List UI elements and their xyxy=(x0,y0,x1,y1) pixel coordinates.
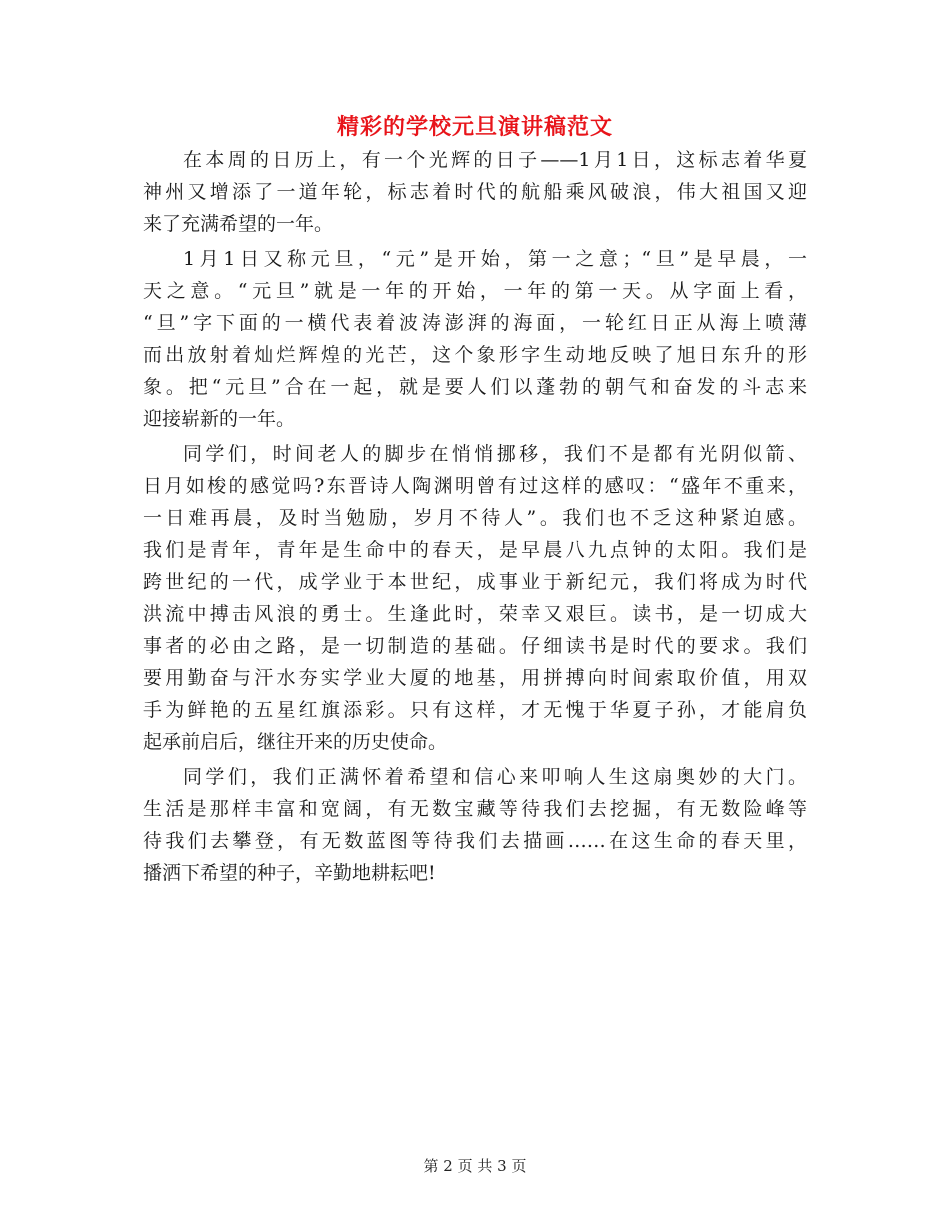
paragraph-4 xyxy=(143,761,807,889)
text-line: 1月1日又称元旦，“元”是开始，第一之意；“旦”是早晨，一 xyxy=(183,248,807,270)
text-line: 事者的必由之路，是一切制造的基础。仔细读书是时代的要求。我们 xyxy=(143,635,807,657)
text-line: 洪流中搏击风浪的勇士。生逢此时，荣幸又艰巨。读书，是一切成大 xyxy=(143,603,807,625)
text-line: 象。把“元旦”合在一起，就是要人们以蓬勃的朝气和奋发的斗志来 xyxy=(143,376,807,398)
paragraph-3 xyxy=(143,438,807,758)
article-body xyxy=(143,144,807,892)
text-line: 来了充满希望的一年。 xyxy=(143,213,334,235)
page-title: 精彩的学校元旦演讲稿范文 xyxy=(336,114,613,140)
text-line: 跨世纪的一代，成学业于本世纪，成事业于新纪元，我们将成为时代 xyxy=(143,571,807,593)
text-line: 神州又增添了一道年轮，标志着时代的航船乘风破浪，伟大祖国又迎 xyxy=(143,181,807,203)
text-line: 我们是青年，青年是生命中的春天，是早晨八九点钟的太阳。我们是 xyxy=(143,539,807,561)
text-line: 迎接崭新的一年。 xyxy=(143,408,296,430)
page-number-footer: 第 2 页 共 3 页 xyxy=(423,1157,527,1175)
paragraph-2 xyxy=(143,243,807,435)
text-line: 同学们，时间老人的脚步在悄悄挪移，我们不是都有光阴似箭、 xyxy=(183,443,807,465)
text-line: 一日难再晨，及时当勉励，岁月不待人”。我们也不乏这种紧迫感。 xyxy=(143,507,807,529)
text-line: 起承前启后，继往开来的历史使命。 xyxy=(143,731,448,753)
text-line: 手为鲜艳的五星红旗添彩。只有这样，才无愧于华夏子孙，才能肩负 xyxy=(143,699,807,721)
text-line: 播洒下希望的种子，辛勤地耕耘吧! xyxy=(143,862,436,884)
paragraph-1 xyxy=(143,144,807,240)
text-line: 待我们去攀登，有无数蓝图等待我们去描画……在这生命的春天里， xyxy=(143,830,807,852)
text-line: 同学们，我们正满怀着希望和信心来叩响人生这扇奥妙的大门。 xyxy=(183,766,807,788)
text-line: “旦”字下面的一横代表着波涛澎湃的海面，一轮红日正从海上喷薄 xyxy=(143,312,807,334)
text-line: 天之意。“元旦”就是一年的开始，一年的第一天。从字面上看， xyxy=(143,280,807,302)
text-line: 要用勤奋与汗水夯实学业大厦的地基，用拼搏向时间索取价值，用双 xyxy=(143,667,807,689)
text-line: 生活是那样丰富和宽阔，有无数宝藏等待我们去挖掘，有无数险峰等 xyxy=(143,798,807,820)
text-line: 而出放射着灿烂辉煌的光芒，这个象形字生动地反映了旭日东升的形 xyxy=(143,344,807,366)
text-line: 日月如梭的感觉吗?东晋诗人陶渊明曾有过这样的感叹：“盛年不重来， xyxy=(143,475,807,497)
text-line: 在本周的日历上，有一个光辉的日子——1月1日，这标志着华夏 xyxy=(183,149,807,171)
